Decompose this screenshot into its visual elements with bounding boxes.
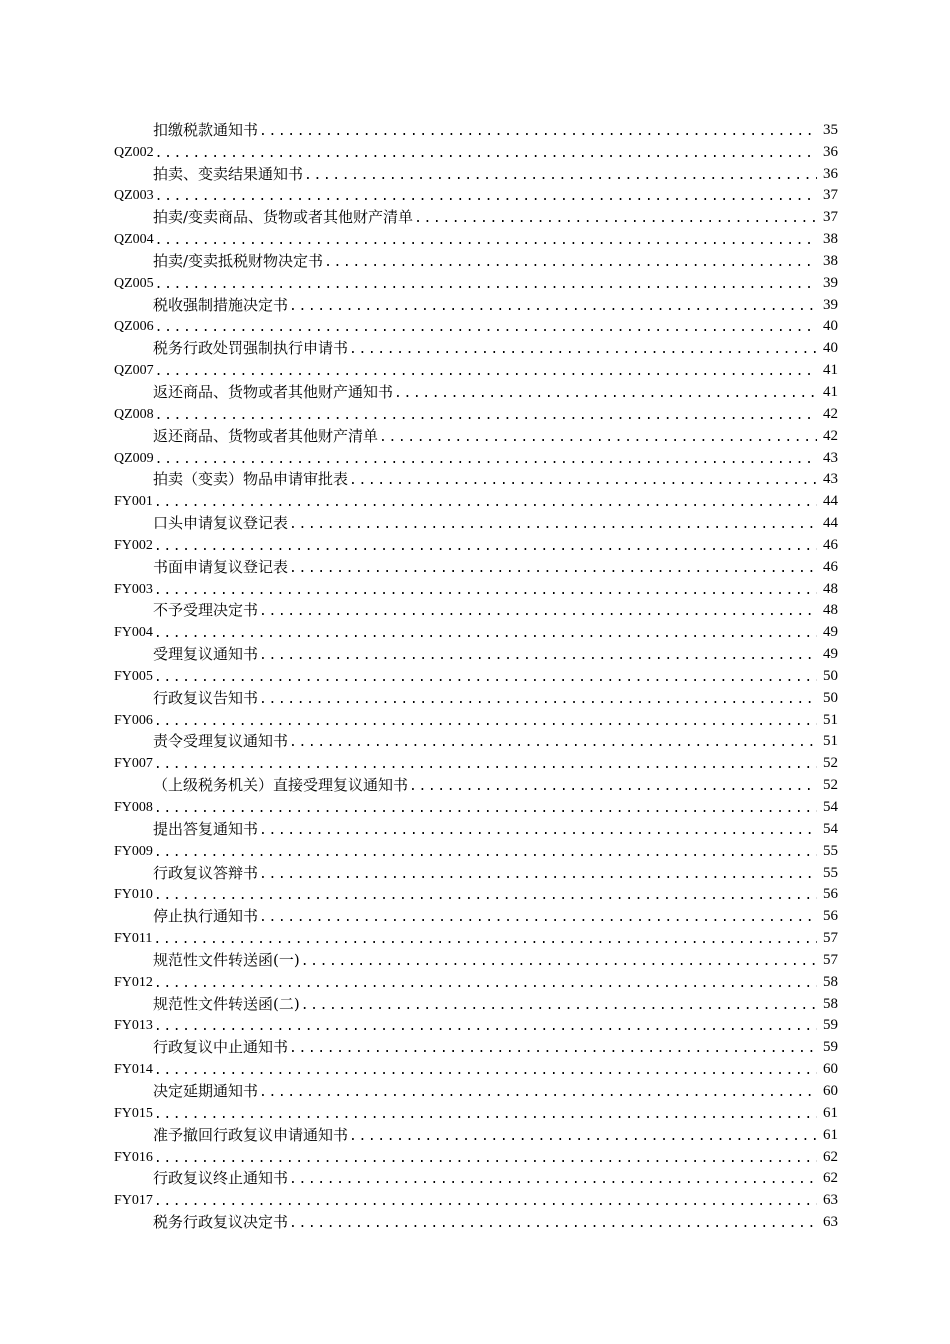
toc-entry-title: 行政复议中止通知书 [153,1038,289,1057]
toc-entry-page-number: 41 [823,362,838,379]
toc-entry-page-number: 46 [823,536,838,553]
toc-entry[interactable] [114,618,838,640]
toc-entry-title: 返还商品、货物或者其他财产清单 [153,426,379,445]
toc-entry[interactable] [114,924,838,946]
toc-entry-page-number: 42 [823,427,838,444]
toc-entry[interactable] [114,1077,838,1099]
toc-entry-title: FY017 [114,1193,153,1209]
toc-entry-page-number: 52 [823,755,838,772]
toc-dot-leader [154,1152,817,1165]
toc-entry-title: 责令受理复议通知书 [153,732,289,751]
toc-dot-leader [155,453,817,466]
toc-entry-title: FY013 [114,1018,153,1034]
toc-entry[interactable] [114,1143,838,1165]
toc-entry-page-number: 35 [823,121,838,138]
toc-dot-leader [155,409,817,422]
toc-entry-page-number: 58 [823,973,838,990]
toc-entry-page-number: 63 [823,1192,838,1209]
toc-dot-leader [349,474,817,487]
toc-entry-title: FY001 [114,494,153,510]
toc-entry-title: FY007 [114,756,153,772]
toc-entry[interactable] [114,1121,838,1143]
toc-entry-title: 行政复议告知书 [153,688,259,707]
toc-entry[interactable] [114,1033,838,1055]
toc-dot-leader [154,627,817,640]
toc-entry-title: 拍卖/变卖商品、货物或者其他财产清单 [153,208,414,227]
toc-entry-title: 口头申请复议登记表 [153,514,289,533]
toc-entry[interactable] [114,815,838,837]
toc-entry-page-number: 39 [823,274,838,291]
toc-entry[interactable] [114,509,838,531]
toc-entry-page-number: 63 [823,1214,838,1231]
toc-dot-leader [154,584,817,597]
toc-entry-title: FY015 [114,1105,153,1121]
toc-entry-title: FY006 [114,712,153,728]
toc-entry[interactable] [114,1099,838,1121]
toc-entry[interactable] [114,1165,838,1187]
toc-entry[interactable] [114,662,838,684]
toc-entry[interactable] [114,946,838,968]
toc-entry-title: FY014 [114,1062,153,1078]
toc-entry[interactable] [114,1186,838,1208]
toc-dot-leader [155,147,817,160]
toc-entry-page-number: 61 [823,1104,838,1121]
toc-entry-page-number: 61 [823,1126,838,1143]
toc-entry[interactable] [114,400,838,422]
toc-entry-page-number: 49 [823,646,838,663]
toc-dot-leader [289,1173,817,1186]
toc-entry-page-number: 59 [823,1039,838,1056]
toc-entry-title: FY008 [114,800,153,815]
toc-entry[interactable] [114,247,838,269]
toc-entry-title: 拍卖/变卖抵税财物决定书 [153,251,324,270]
toc-entry-title: 拍卖（变卖）物品申请审批表 [153,470,349,489]
toc-entry-page-number: 55 [823,842,838,859]
toc-entry-page-number: 38 [823,252,838,269]
toc-entry-page-number: 58 [823,995,838,1012]
toc-dot-leader [154,715,817,728]
toc-entry[interactable] [114,1055,838,1077]
toc-entry[interactable] [114,728,838,750]
toc-dot-leader [154,1064,817,1077]
toc-entry-title: 书面申请复议登记表 [153,557,289,576]
toc-entry-title: FY012 [114,974,153,990]
toc-dot-leader [154,846,817,859]
toc-dot-leader [304,169,817,182]
toc-entry-page-number: 60 [823,1082,838,1099]
toc-entry-title: FY009 [114,843,153,859]
toc-entry-title: 税收强制措施决定书 [153,295,289,314]
toc-dot-leader [349,1130,817,1143]
toc-dot-leader [394,387,817,400]
toc-entry[interactable] [114,859,838,881]
toc-entry[interactable] [114,990,838,1012]
toc-dot-leader [409,780,817,793]
toc-entry-title: 拍卖、变卖结果通知书 [153,164,304,183]
toc-entry[interactable] [114,575,838,597]
toc-dot-leader [154,540,817,553]
toc-dot-leader [154,802,817,815]
toc-entry-page-number: 48 [823,602,838,619]
toc-entry[interactable] [114,553,838,575]
toc-dot-leader [259,911,817,924]
toc-entry-page-number: 55 [823,864,838,881]
toc-dot-leader [289,1217,817,1230]
toc-entry-title: 停止执行通知书 [153,907,259,926]
toc-entry[interactable] [114,968,838,990]
toc-entry-page-number: 38 [823,231,838,248]
toc-entry-title: FY004 [114,625,153,641]
toc-entry[interactable] [114,793,838,815]
toc-entry[interactable] [114,225,838,247]
toc-entry-title: QZ003 [114,188,154,204]
toc-dot-leader [289,1042,817,1055]
toc-entry-page-number: 59 [823,1017,838,1034]
toc-entry[interactable] [114,640,838,662]
toc-dot-leader [379,431,817,444]
toc-entry-title: QZ007 [114,363,154,379]
toc-entry-title: FY011 [114,931,153,947]
toc-entry-title: QZ006 [114,319,154,335]
toc-entry-page-number: 60 [823,1061,838,1078]
toc-entry-page-number: 54 [823,799,838,815]
toc-entry[interactable] [114,160,838,182]
toc-entry[interactable] [114,684,838,706]
toc-entry-page-number: 50 [823,689,838,706]
toc-entry-title: 返还商品、货物或者其他财产通知书 [153,382,394,401]
toc-entry[interactable] [114,1012,838,1034]
toc-dot-leader [289,736,817,749]
toc-entry-title: QZ005 [114,275,154,291]
toc-entry[interactable] [114,334,838,356]
toc-entry-page-number: 43 [823,449,838,466]
toc-dot-leader [259,693,817,706]
toc-entry[interactable] [114,138,838,160]
toc-entry-page-number: 40 [823,318,838,335]
toc-entry-page-number: 62 [823,1148,838,1165]
toc-entry[interactable] [114,313,838,335]
toc-entry-page-number: 48 [823,580,838,597]
toc-entry-title: 决定延期通知书 [153,1081,259,1100]
toc-entry[interactable] [114,203,838,225]
toc-entry[interactable] [114,597,838,619]
toc-entry[interactable] [114,291,838,313]
toc-entry[interactable] [114,444,838,466]
toc-entry-title: 税务行政复议决定书 [153,1213,289,1232]
toc-dot-leader [155,234,817,247]
toc-entry-title: 受理复议通知书 [153,645,259,664]
toc-entry[interactable] [114,422,838,444]
toc-entry-page-number: 49 [823,624,838,641]
toc-entry-title: 准予撤回行政复议申请通知书 [153,1125,349,1144]
toc-entry-page-number: 41 [823,383,838,400]
toc-entry-page-number: 62 [823,1170,838,1187]
toc-entry-page-number: 57 [823,930,838,947]
toc-entry-page-number: 52 [823,777,838,794]
toc-entry-page-number: 56 [823,886,838,903]
toc-dot-leader [153,933,817,946]
toc-entry[interactable] [114,706,838,728]
toc-entry[interactable] [114,1208,838,1230]
toc-entry-page-number: 42 [823,405,838,422]
toc-entry-page-number: 51 [823,711,838,728]
toc-dot-leader [259,1086,817,1099]
toc-entry-page-number: 37 [823,187,838,204]
toc-entry[interactable] [114,902,838,924]
toc-dot-leader [289,562,817,575]
toc-entry-title: QZ002 [114,144,154,160]
toc-entry[interactable] [114,531,838,553]
toc-entry-page-number: 37 [823,209,838,226]
toc-dot-leader [259,605,817,618]
toc-dot-leader [154,889,817,902]
toc-entry-title: 行政复议终止通知书 [153,1169,289,1188]
toc-dot-leader [289,300,817,313]
toc-entry-title: QZ004 [114,232,154,248]
toc-entry[interactable] [114,356,838,378]
toc-dot-leader [259,824,817,837]
toc-entry-title: FY003 [114,581,153,597]
toc-dot-leader [289,518,817,531]
toc-entry-page-number: 56 [823,908,838,925]
toc-entry[interactable] [114,466,838,488]
toc-entry-page-number: 57 [823,951,838,968]
toc-entry-page-number: 44 [823,493,838,510]
toc-entry-title: FY016 [114,1149,153,1165]
toc-dot-leader [155,365,817,378]
toc-dot-leader [301,955,817,968]
toc-entry[interactable] [114,269,838,291]
toc-entry-page-number: 39 [823,296,838,313]
toc-dot-leader [349,343,817,356]
toc-dot-leader [154,1020,817,1033]
toc-dot-leader [259,868,817,881]
toc-entry-page-number: 51 [823,733,838,750]
toc-dot-leader [155,278,817,291]
toc-dot-leader [154,1108,817,1121]
toc-dot-leader [155,321,817,334]
toc-entry-title: 税务行政处罚强制执行申请书 [153,339,349,358]
toc-entry-title: 规范性文件转送函(一) [153,950,300,969]
toc-dot-leader [324,256,817,269]
toc-entry-title: QZ008 [114,406,154,422]
toc-entry-page-number: 36 [823,165,838,182]
toc-entry-title: （上级税务机关）直接受理复议通知书 [153,776,409,795]
toc-entry[interactable] [114,749,838,771]
toc-dot-leader [154,758,817,771]
toc-entry[interactable] [114,487,838,509]
toc-entry-page-number: 43 [823,471,838,488]
toc-entry-page-number: 46 [823,558,838,575]
toc-entry-title: 提出答复通知书 [153,819,259,838]
toc-dot-leader [259,125,817,138]
toc-entry[interactable] [114,116,838,138]
toc-entry[interactable] [114,378,838,400]
table-of-contents [114,116,838,1230]
toc-entry-title: 规范性文件转送函(二) [153,994,300,1013]
toc-entry-page-number: 40 [823,340,838,357]
toc-entry-title: QZ009 [114,450,154,466]
toc-dot-leader [154,496,817,509]
toc-entry[interactable] [114,771,838,793]
toc-dot-leader [155,190,817,203]
toc-entry-page-number: 50 [823,667,838,684]
toc-dot-leader [154,1195,817,1208]
toc-dot-leader [154,977,817,990]
toc-dot-leader [301,999,817,1012]
toc-entry-title: 不予受理决定书 [153,601,259,620]
toc-entry[interactable] [114,881,838,903]
toc-entry[interactable] [114,837,838,859]
toc-entry-page-number: 44 [823,515,838,532]
toc-entry-title: FY002 [114,537,153,553]
toc-entry-title: FY005 [114,668,153,684]
toc-entry-title: 扣缴税款通知书 [153,120,259,139]
toc-entry-page-number: 54 [823,820,838,837]
toc-entry[interactable] [114,182,838,204]
toc-dot-leader [414,212,817,225]
toc-entry-title: FY010 [114,887,153,903]
toc-entry-title: 行政复议答辩书 [153,863,259,882]
toc-dot-leader [259,649,817,662]
toc-entry-page-number: 36 [823,143,838,160]
toc-dot-leader [154,671,817,684]
